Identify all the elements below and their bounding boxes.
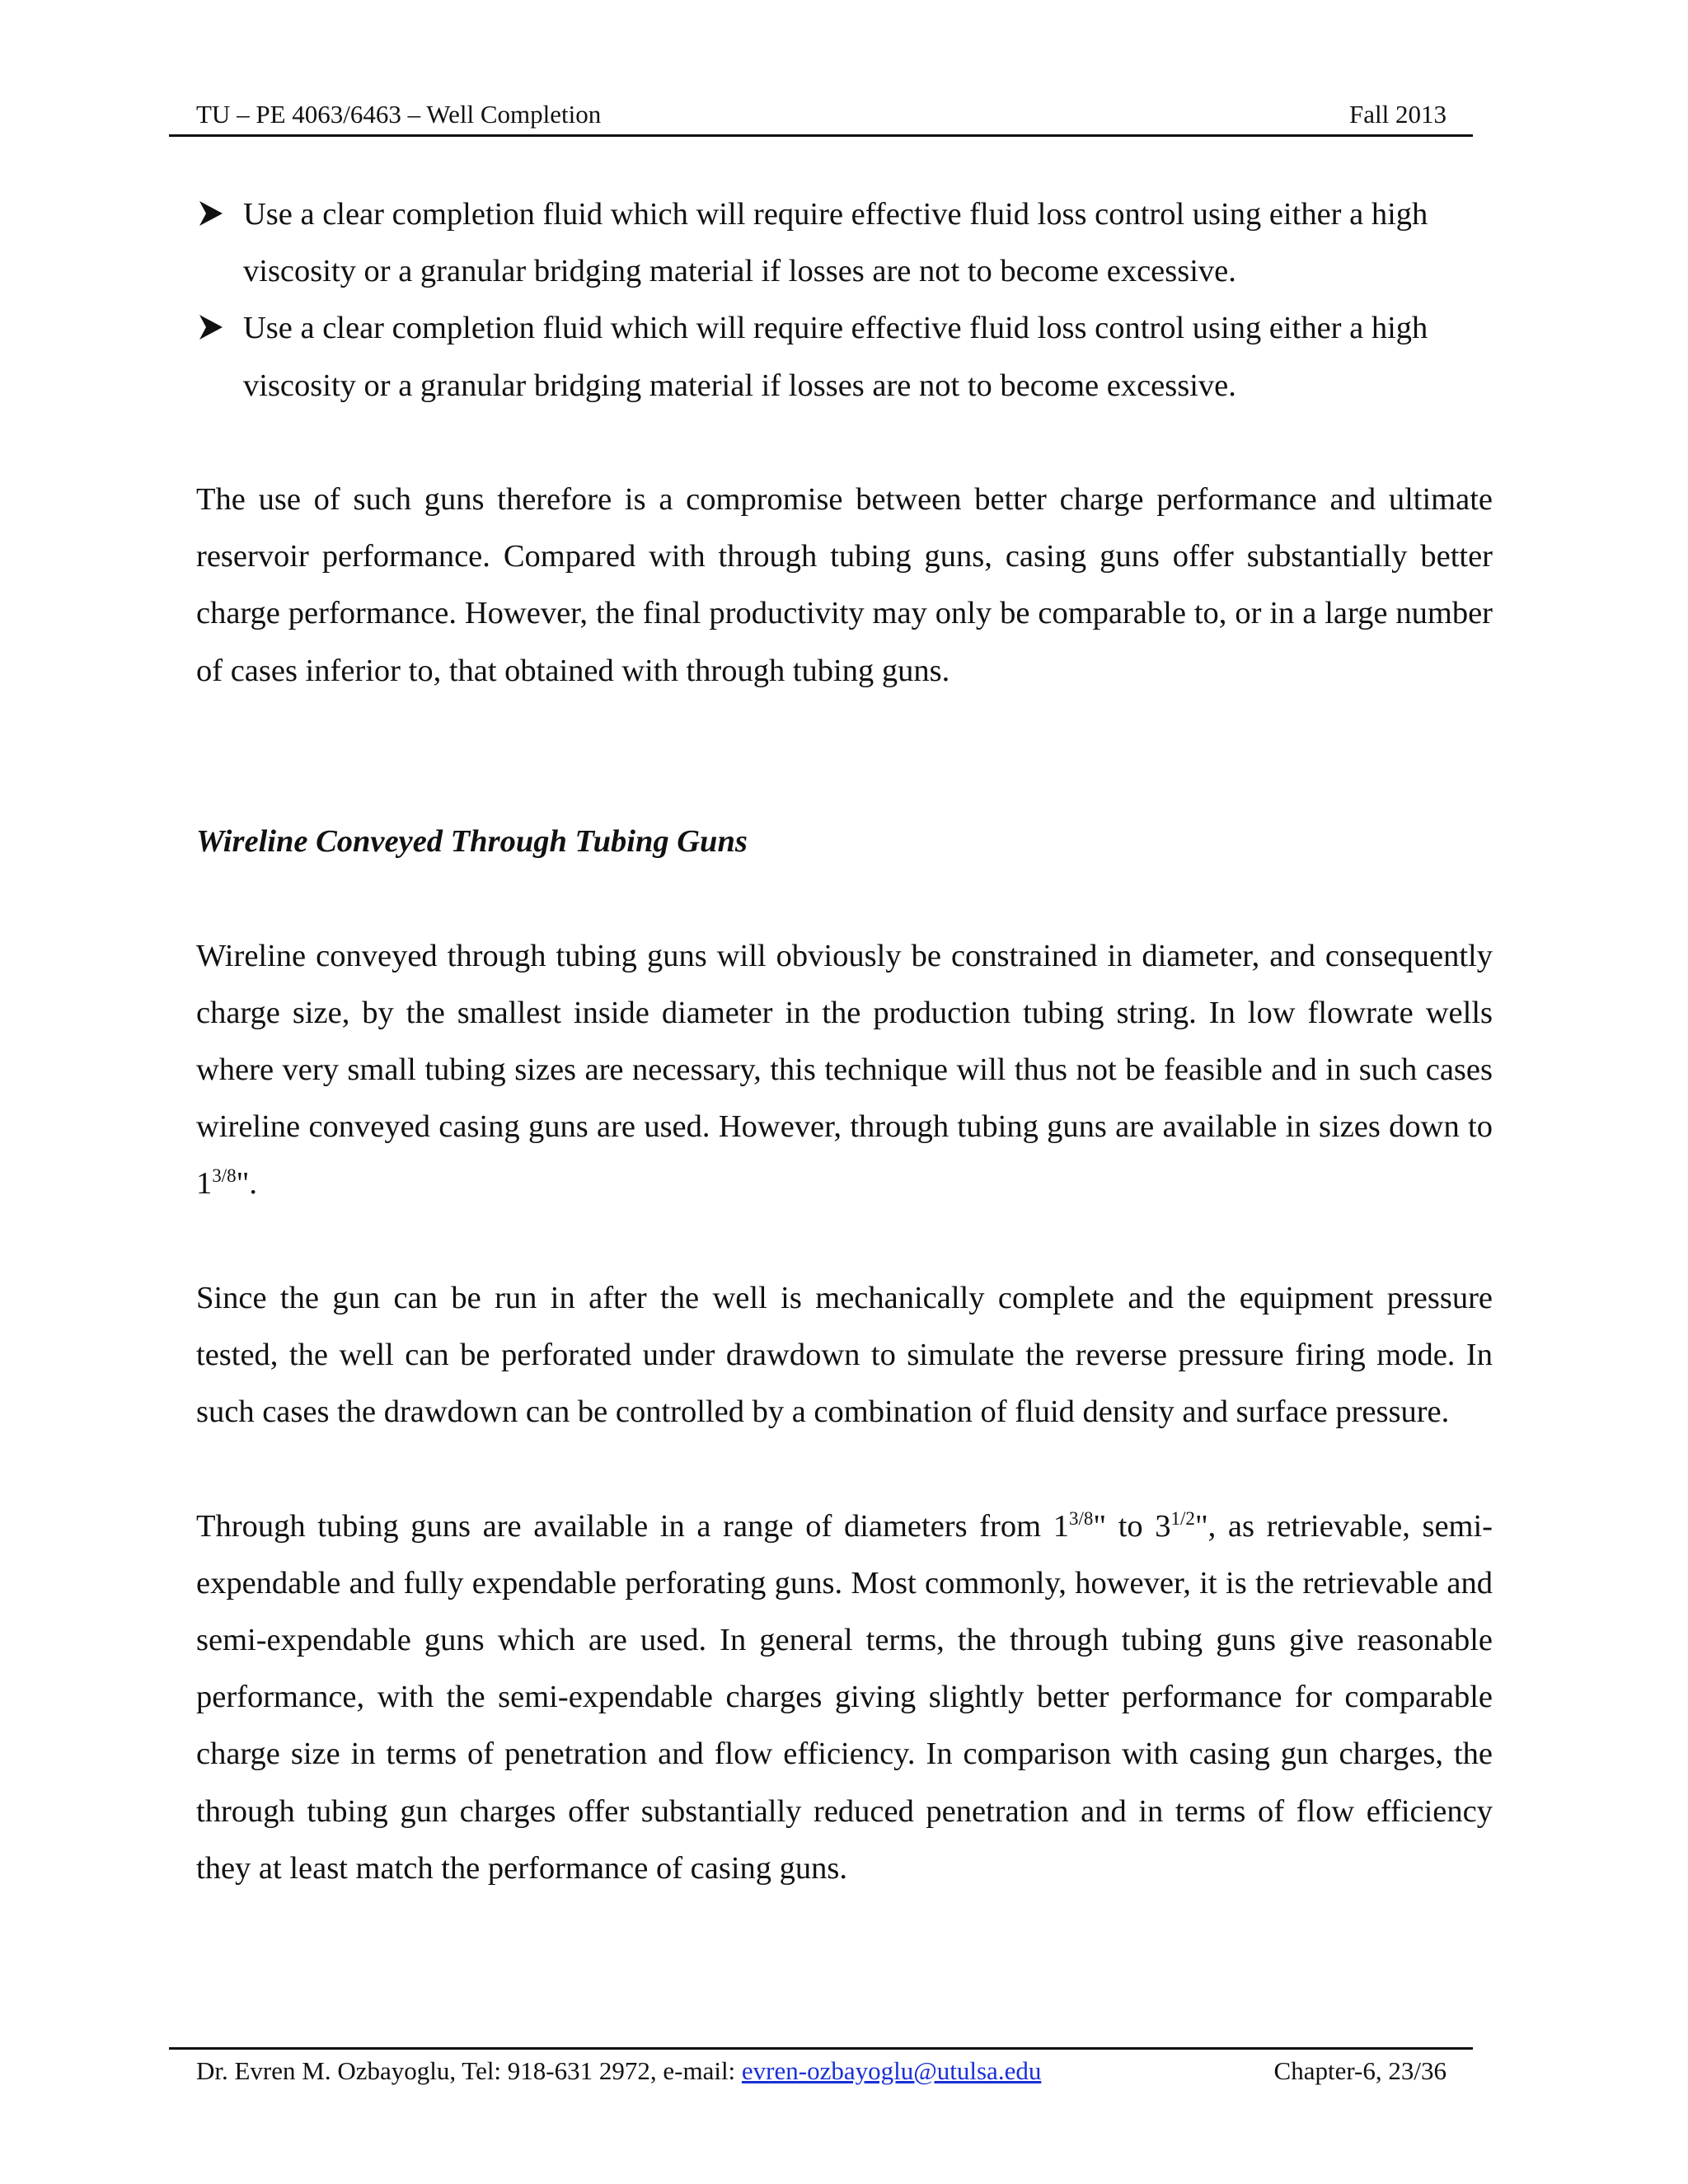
page-footer: [196, 2050, 1447, 2093]
arrowhead-bullet-icon: [196, 300, 229, 357]
range-tail-text: ", as retrievable, semi-expendable and fully expendable perforating guns. Most commonly, however, it is the retrievable and semi-expendable guns which are used. In general terms, the through tubing guns give reasonable performance, with the semi-expendable charges giving slightly better performance for comparable charge size in terms of penetration and flow efficiency. In comparison with casing gun charges, the through tubing gun charges offer substantially reduced penetration and in terms of flow efficiency they at least match the performance of casing guns.: [196, 1508, 1493, 1886]
arrowhead-bullet-icon: [196, 186, 229, 243]
list-item: [196, 186, 1493, 300]
min-size-superscript: 3/8: [1068, 1507, 1094, 1529]
spacer: [196, 1213, 1493, 1270]
spacer: [196, 700, 1493, 813]
spacer: [196, 415, 1493, 471]
email-link[interactable]: evren-ozbayoglu@utulsa.edu: [741, 2056, 1042, 2085]
footer-author-contact: [196, 2050, 1041, 2093]
bullet-text: Use a clear completion fluid which will require effective fluid loss control using either a high viscosity or a granular bridging material if losses are not to become excessive.: [243, 311, 1428, 403]
spacer: [196, 1441, 1493, 1497]
paragraph-compromise: The use of such guns therefore is a compromise between better charge performance and ultimate reservoir performance. Compared with through tubing guns, casing guns offer substantially better charge performance. However, the final productivity may only be comparable to, or in a large number of cases inferior to, that obtained with through tubing guns.: [196, 482, 1493, 688]
header-course-title: TU – PE 4063/6463 – Well Completion: [196, 100, 602, 129]
footer-author-text: Dr. Evren M. Ozbayoglu, Tel: 918-631 2972, e-mail:: [196, 2056, 742, 2085]
paragraph-wireline-text: Wireline conveyed through tubing guns will obviously be constrained in diameter, and consequently charge size, by the smallest inside diameter in the production tubing string. In low flowrate wells where very small tubing sizes are necessary, this technique will thus not be feasible and in such cases wireline conveyed casing guns are used. However, through tubing guns are available in sizes down to 1: [196, 938, 1493, 1202]
size-superscript: 3/8: [212, 1165, 237, 1187]
max-size-superscript: 1/2: [1170, 1507, 1195, 1529]
list-item: [196, 300, 1493, 414]
range-mid-text: " to 3: [1093, 1508, 1171, 1544]
bullet-list: [196, 186, 1493, 415]
main-content: [196, 186, 1493, 1897]
header-divider: [169, 134, 1473, 137]
page-header: [196, 93, 1447, 136]
spacer: [196, 870, 1493, 927]
section-heading: Wireline Conveyed Through Tubing Guns: [196, 824, 748, 860]
paragraph-wireline: [196, 928, 1493, 1213]
range-lead-text: Through tubing guns are available in a range of diameters from 1: [196, 1508, 1069, 1544]
paragraph-drawdown: Since the gun can be run in after the well is mechanically complete and the equipment pressure tested, the well can be perforated under drawdown to simulate the reverse pressure firing mode. In such cases the drawdown can be controlled by a combination of fluid density and surface pressure.: [196, 1280, 1493, 1430]
footer-page-number: Chapter-6, 23/36: [1273, 2056, 1447, 2085]
paragraph-diameter-range: [196, 1498, 1493, 1897]
bullet-text: Use a clear completion fluid which will require effective fluid loss control using either a high viscosity or a granular bridging material if losses are not to become excessive.: [243, 197, 1428, 289]
header-term: Fall 2013: [1349, 100, 1447, 129]
paragraph-wireline-suffix: ".: [236, 1166, 257, 1202]
